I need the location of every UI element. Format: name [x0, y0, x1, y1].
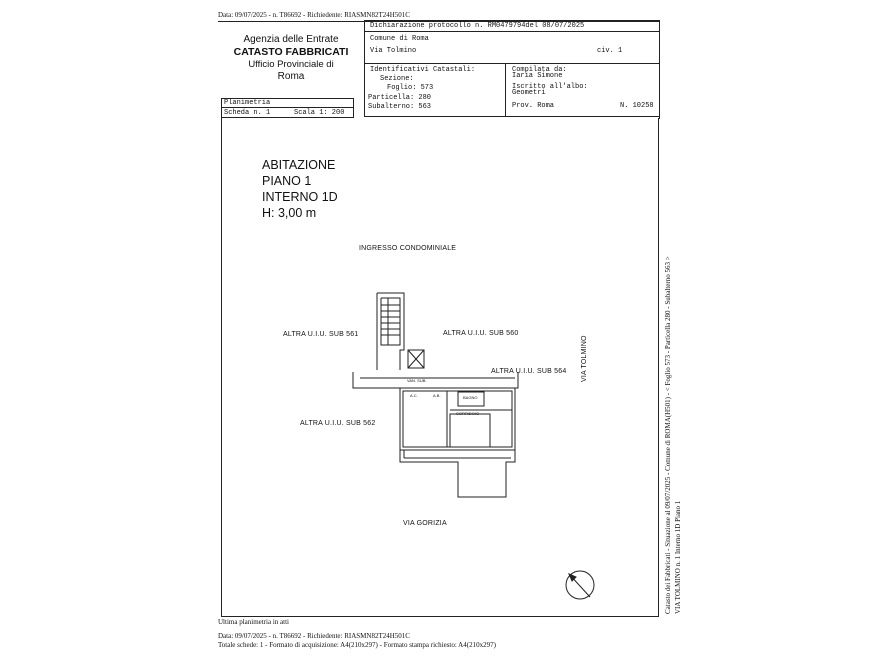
bagno-label: BAGNO — [463, 395, 478, 400]
foglio-field: Foglio: 573 — [387, 84, 434, 92]
albo-label: Iscritto all'albo: — [512, 83, 588, 91]
ingresso-label: INGRESSO CONDOMINIALE — [359, 245, 457, 252]
particella-field: Particella: 280 — [368, 94, 432, 102]
sub560-label: ALTRA U.I.U. SUB 560 — [443, 330, 519, 337]
register-number: N. 10258 — [620, 102, 654, 110]
subalterno-field: Subalterno: 563 — [368, 103, 432, 111]
corridoio-label: CORRIDOIO — [456, 411, 480, 416]
unit-height: H: 3,00 m — [262, 206, 317, 220]
sezione-field: Sezione: — [380, 75, 414, 83]
request-header: Data: 09/07/2025 - n. T86692 - Richiedente: RIASMN82T24H501C — [218, 11, 410, 19]
corridor-room — [450, 414, 490, 447]
ab-label: A.B. — [433, 393, 441, 398]
unit-type: ABITAZIONE — [262, 158, 336, 172]
city-label: Roma — [277, 71, 305, 82]
comune-line: Comune di Roma — [370, 35, 429, 43]
sub564-label: ALTRA U.I.U. SUB 564 — [491, 368, 567, 375]
identifiers-title: Identificativi Catastali: — [370, 66, 476, 74]
ufficio-label: Ufficio Provinciale di — [248, 59, 334, 70]
profession-label: Geometri — [512, 89, 546, 97]
province-label: Prov. Roma — [512, 102, 555, 110]
vani-label: VAN. SUB. — [407, 378, 427, 383]
agency-name: Agenzia delle Entrate — [243, 34, 339, 45]
compiler-name: Iaria Simone — [512, 72, 563, 80]
via-line: Via Tolmino — [370, 47, 417, 55]
unit-floor: PIANO 1 — [262, 174, 312, 188]
scheda-label: Scheda n. 1 — [224, 109, 271, 117]
planimetria-title: Planimetria — [224, 99, 271, 107]
catasto-title: CATASTO FABBRICATI — [233, 46, 349, 58]
protocol-line: Dichiarazione protocollo n. RM0479794del 08/07/2025 — [370, 22, 585, 30]
ac-label: A.C. — [410, 393, 418, 398]
side-catasto-text: Catasto dei Fabbricati - Situazione al 09/07/2025 - Comune di ROMA(H501) - < Foglio 573 - Particella 280 - Subalterno 563 > — [664, 256, 672, 614]
footer-totale-line: Totale schede: 1 - Formato di acquisizione: A4(210x297) - Formato stampa richiesto: A4(210x297) — [218, 641, 496, 649]
balcony-outline — [400, 450, 515, 497]
via-tolmino-label: VIA TOLMINO — [581, 335, 588, 382]
sub562-label: ALTRA U.I.U. SUB 562 — [300, 420, 376, 427]
via-gorizia-label: VIA GORIZIA — [403, 520, 447, 527]
unit-interior: INTERNO 1D — [262, 190, 338, 204]
side-address-text: VIA TOLMINO n. 1 Interno 1D Piano 1 — [674, 500, 682, 614]
ultima-planimetria: Ultima planimetria in atti — [218, 618, 289, 626]
scala-label: Scala 1: 200 — [294, 109, 345, 117]
sub561-label: ALTRA U.I.U. SUB 561 — [283, 331, 359, 338]
compiler-title: Compilata da: — [512, 66, 567, 74]
civico-line: civ. 1 — [597, 47, 623, 55]
footer-request-line: Data: 09/07/2025 - n. T86692 - Richiedente: RIASMN82T24H501C — [218, 632, 410, 640]
